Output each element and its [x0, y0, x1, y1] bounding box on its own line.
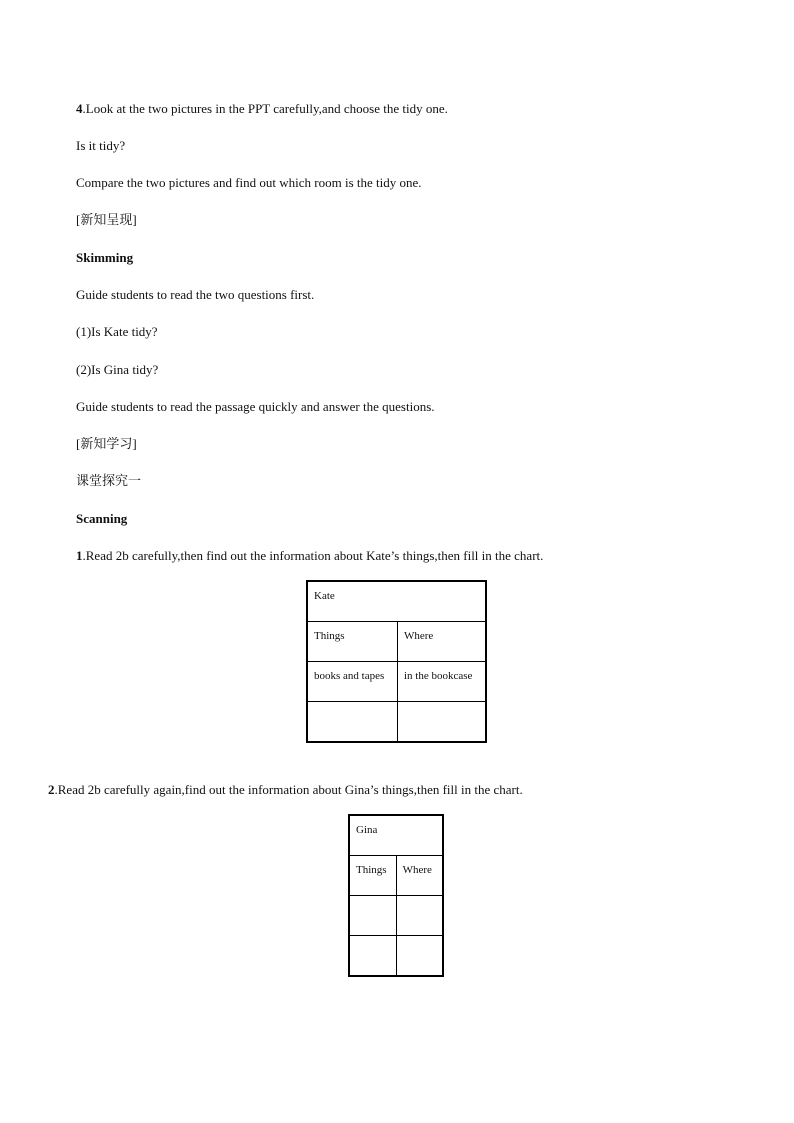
table-row [307, 581, 486, 622]
task-2-number: 2 [48, 782, 55, 797]
is-it-tidy-line: Is it tidy? [76, 138, 126, 153]
guide-passage-line: Guide students to read the passage quickly and answer the questions. [76, 399, 435, 414]
table-row [349, 815, 443, 856]
kate-cell-blank[interactable] [397, 702, 486, 743]
table-row [349, 896, 443, 936]
gina-header-things: Things [349, 856, 396, 896]
table-row [307, 662, 486, 702]
section-new-learn-heading: [新知学习] [76, 436, 137, 451]
table-row [307, 702, 486, 743]
gina-cell-blank[interactable] [349, 896, 396, 936]
kate-cell: in the bookcase [397, 662, 486, 702]
gina-header-where: Where [396, 856, 443, 896]
question-4 [76, 101, 448, 117]
guide-questions-line: Guide students to read the two questions first. [76, 287, 315, 302]
gina-chart [348, 814, 444, 977]
question-4-text: .Look at the two pictures in the PPT carefully,and choose the tidy one. [82, 101, 448, 116]
section-new-present-heading: [新知呈现] [76, 212, 137, 227]
kate-chart [306, 580, 487, 743]
gina-chart-title: Gina [349, 815, 443, 856]
gina-cell-blank[interactable] [396, 896, 443, 936]
task-1-text: .Read 2b carefully,then find out the information about Kate’s things,then fill in the chart. [82, 548, 544, 563]
table-row [307, 622, 486, 662]
task-1-number: 1 [76, 548, 83, 563]
task-2 [48, 782, 523, 798]
task-1 [76, 548, 543, 564]
table-row [349, 936, 443, 977]
question-kate-tidy: (1)Is Kate tidy? [76, 324, 158, 339]
scanning-heading: Scanning [76, 511, 128, 526]
skimming-heading: Skimming [76, 250, 134, 265]
task-2-text: .Read 2b carefully again,find out the information about Gina’s things,then fill in the chart. [54, 782, 523, 797]
kate-header-where: Where [397, 622, 486, 662]
question-gina-tidy: (2)Is Gina tidy? [76, 362, 159, 377]
kate-header-things: Things [307, 622, 397, 662]
kate-cell: books and tapes [307, 662, 397, 702]
explore-one-heading: 课堂探究一 [76, 473, 142, 488]
gina-cell-blank[interactable] [396, 936, 443, 977]
gina-cell-blank[interactable] [349, 936, 396, 977]
kate-cell-blank[interactable] [307, 702, 397, 743]
kate-chart-title: Kate [307, 581, 486, 622]
table-row [349, 856, 443, 896]
compare-line: Compare the two pictures and find out which room is the tidy one. [76, 175, 422, 190]
question-4-number: 4 [76, 101, 83, 116]
